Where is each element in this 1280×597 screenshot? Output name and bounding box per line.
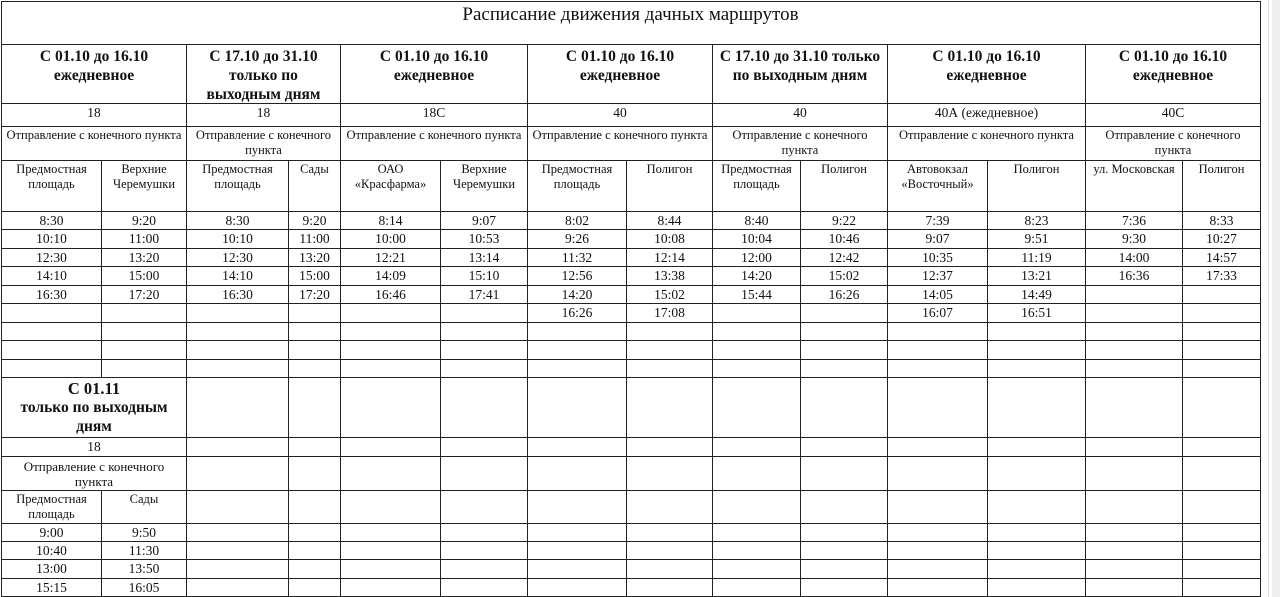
stop-name: Предмостная площадь: [541, 162, 613, 191]
period-header: С 17.10 до 31.10 только по выходным дням: [719, 48, 881, 84]
stop-name: Полигон: [821, 162, 867, 176]
route-number: 18: [87, 105, 101, 120]
departure-time: 15:44: [741, 287, 772, 302]
departure-time: 16:30: [222, 287, 253, 302]
stop-name: Предмостная площадь: [202, 162, 273, 191]
departure-label: Отправление с конечного пункта: [532, 128, 708, 142]
arrival-time: 16:05: [128, 580, 160, 595]
period-header: С 01.10 до 16.10 ежедневное: [1118, 48, 1228, 84]
table-border-top: [1, 1, 1260, 2]
stop-name: Полигон: [1013, 162, 1060, 176]
arrival-time: 13:21: [1021, 268, 1052, 283]
departure-time: 16:36: [1118, 268, 1150, 283]
vertical-scrollbar[interactable]: [1272, 0, 1280, 597]
grid-line-horizontal: [1, 578, 1260, 579]
route-number: 40А (ежедневное): [934, 105, 1039, 120]
stop-name: ОАО «Красфарма»: [354, 162, 427, 191]
grid-line-horizontal: [1, 437, 1260, 438]
departure-time: 16:30: [36, 287, 67, 302]
arrival-time: 17:33: [1206, 268, 1237, 283]
departure-time: 16:26: [561, 305, 593, 320]
arrival-time: 15:02: [654, 287, 685, 302]
departure-time: 8:14: [378, 213, 403, 228]
route-number: 18: [87, 439, 101, 454]
departure-label: Отправление с конечного пункта: [195, 128, 332, 157]
stop-name: Сады: [129, 492, 159, 506]
period-header-line2: только по выходным дням: [20, 399, 168, 435]
arrival-time: 10:46: [828, 231, 860, 246]
arrival-time: 14:57: [1206, 250, 1237, 265]
arrival-time: 9:22: [831, 213, 856, 228]
departure-time: 12:00: [741, 250, 772, 265]
arrival-time: 13:20: [299, 250, 330, 265]
stop-name: ул. Московская: [1093, 162, 1175, 176]
grid-line-horizontal: [1, 340, 1260, 341]
departure-label: Отправление с конечного пункта: [346, 128, 522, 142]
page-edge-divider: [1268, 0, 1269, 597]
arrival-time: 10:53: [468, 231, 500, 246]
arrival-time: 14:49: [1021, 287, 1052, 302]
arrival-time: 13:38: [654, 268, 685, 283]
arrival-time: 15:00: [128, 268, 160, 283]
departure-label: Отправление с конечного пункта: [1105, 128, 1241, 157]
departure-time: 14:10: [36, 268, 67, 283]
departure-time: 14:20: [561, 287, 593, 302]
arrival-time: 9:07: [471, 213, 496, 228]
departure-time: 8:40: [744, 213, 769, 228]
departure-time: 10:10: [222, 231, 253, 246]
period-header-line1: С 01.11: [67, 379, 121, 398]
departure-time: 12:30: [36, 250, 67, 265]
grid-line-horizontal: [1, 490, 1260, 491]
departure-time: 12:30: [222, 250, 253, 265]
arrival-time: 10:27: [1206, 231, 1237, 246]
departure-label: Отправление с конечного пункта: [6, 128, 182, 142]
departure-time: 14:05: [922, 287, 953, 302]
departure-time: 8:30: [39, 213, 64, 228]
departure-label: Отправление с конечного пункта: [23, 459, 165, 489]
arrival-time: 11:30: [128, 543, 160, 558]
departure-time: 12:56: [561, 268, 593, 283]
route-number: 18С: [422, 105, 446, 120]
grid-line-horizontal: [1, 456, 1260, 457]
arrival-time: 11:00: [299, 231, 330, 246]
departure-time: 16:07: [922, 305, 953, 320]
stop-name: Предмостная площадь: [16, 162, 87, 191]
departure-time: 14:10: [222, 268, 253, 283]
departure-time: 10:04: [741, 231, 772, 246]
arrival-time: 8:23: [1024, 213, 1049, 228]
period-header: [2, 378, 186, 437]
departure-time: 7:39: [925, 213, 950, 228]
grid-line-horizontal: [1, 541, 1260, 542]
arrival-time: 11:00: [128, 231, 160, 246]
document-title: Расписание движения дачных маршрутов: [462, 4, 799, 25]
departure-time: 10:35: [922, 250, 953, 265]
departure-time: 14:20: [741, 268, 772, 283]
route-number: 40: [613, 105, 627, 120]
stop-name: Предмостная площадь: [721, 162, 792, 191]
arrival-time: 9:51: [1024, 231, 1049, 246]
arrival-time: 8:44: [657, 213, 682, 228]
departure-time: 7:36: [1121, 213, 1146, 228]
period-header: С 01.10 до 16.10 ежедневное: [379, 48, 489, 84]
departure-time: 9:30: [1121, 231, 1146, 246]
stop-name: Верхние Черемушки: [112, 162, 176, 191]
arrival-time: 13:50: [128, 561, 160, 576]
departure-time: 8:02: [564, 213, 589, 228]
departure-time: 14:00: [1118, 250, 1150, 265]
departure-time: 12:21: [375, 250, 406, 265]
stop-name: Полигон: [1198, 162, 1245, 176]
grid-line-horizontal: [1, 523, 1260, 524]
arrival-time: 16:51: [1021, 305, 1052, 320]
arrival-time: 17:20: [128, 287, 160, 302]
arrival-time: 9:20: [131, 213, 156, 228]
grid-line-horizontal: [1, 322, 1260, 323]
departure-time: 9:07: [925, 231, 950, 246]
period-header: С 01.10 до 16.10 ежедневное: [932, 48, 1041, 84]
arrival-time: 17:41: [468, 287, 500, 302]
arrival-time: 9:20: [302, 213, 327, 228]
period-header: С 01.10 до 16.10 ежедневное: [565, 48, 675, 84]
arrival-time: 12:14: [654, 250, 685, 265]
arrival-time: 15:02: [828, 268, 860, 283]
grid-line-horizontal: [1, 377, 1260, 378]
arrival-time: 12:42: [828, 250, 860, 265]
period-header: С 17.10 до 31.10 только по выходным дням: [206, 48, 321, 103]
table-border-right: [1260, 1, 1261, 597]
departure-time: 16:46: [375, 287, 406, 302]
route-number: 18: [256, 105, 271, 120]
arrival-time: 13:14: [468, 250, 500, 265]
grid-line-horizontal: [1, 559, 1260, 560]
departure-time: 11:32: [561, 250, 593, 265]
arrival-time: 10:08: [654, 231, 685, 246]
arrival-time: 15:00: [299, 268, 330, 283]
arrival-time: 17:08: [654, 305, 685, 320]
stop-name: Полигон: [646, 162, 693, 176]
departure-time: 14:09: [375, 268, 406, 283]
stop-name: Сады: [300, 162, 329, 176]
arrival-time: 13:20: [128, 250, 160, 265]
departure-label: Отправление с конечного пункта: [732, 128, 868, 157]
departure-time: 10:40: [36, 543, 67, 558]
arrival-time: 17:20: [299, 287, 330, 302]
route-number: 40С: [1161, 105, 1185, 120]
arrival-time: 16:26: [828, 287, 860, 302]
arrival-time: 11:19: [1021, 250, 1052, 265]
grid-line-horizontal: [1, 359, 1260, 360]
stop-name: Предмостная площадь: [16, 492, 87, 521]
stop-name: Автовокзал «Восточный»: [901, 162, 974, 191]
route-number: 40: [793, 105, 807, 120]
departure-time: 9:00: [39, 525, 64, 540]
departure-label: Отправление с конечного пункта: [899, 128, 1074, 142]
arrival-time: 15:10: [468, 268, 500, 283]
departure-time: 15:15: [36, 580, 67, 595]
departure-time: 9:26: [564, 231, 589, 246]
departure-time: 12:37: [922, 268, 953, 283]
period-header: С 01.10 до 16.10 ежедневное: [39, 48, 149, 84]
departure-time: 10:00: [375, 231, 406, 246]
arrival-time: 9:50: [131, 525, 156, 540]
arrival-time: 8:33: [1209, 213, 1234, 228]
departure-time: 8:30: [225, 213, 250, 228]
departure-time: 10:10: [36, 231, 67, 246]
departure-time: 13:00: [36, 561, 67, 576]
stop-name: Верхние Черемушки: [452, 162, 516, 191]
